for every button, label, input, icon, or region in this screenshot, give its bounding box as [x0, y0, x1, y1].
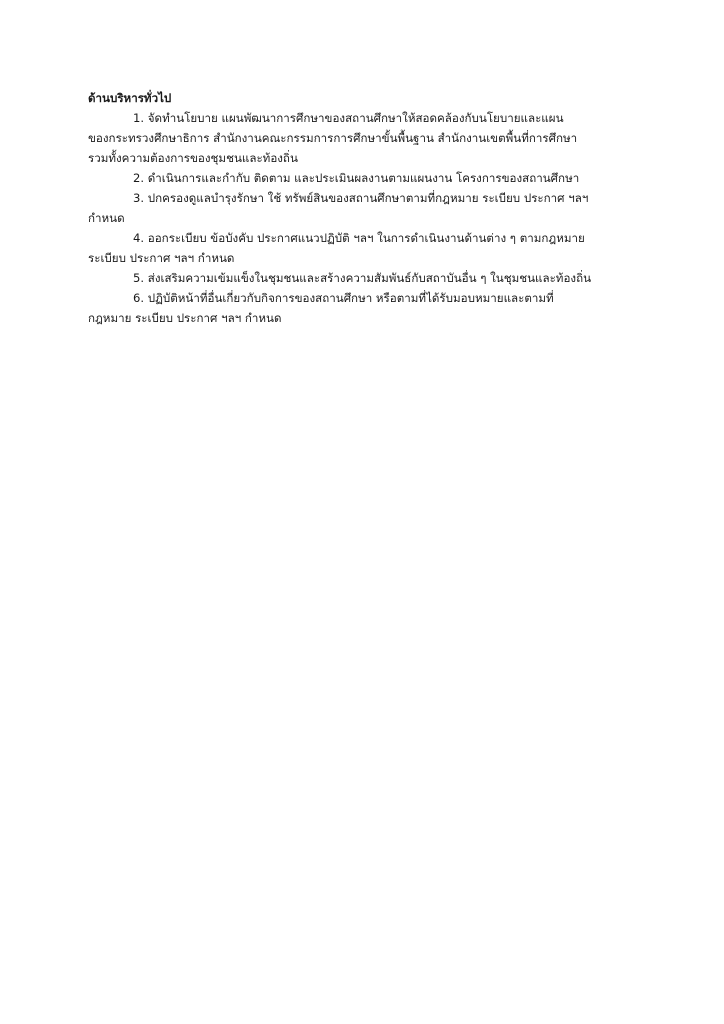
list-item-1	[88, 108, 644, 168]
list-item-line: 2. ดำเนินการและกำกับ ติดตาม และประเมินผลงานตามแผนงาน โครงการของสถานศึกษา	[133, 171, 580, 185]
list-item-line: กำหนด	[88, 211, 125, 225]
document-body	[88, 88, 644, 328]
list-item-line: 3. ปกครองดูแลบำรุงรักษา ใช้ ทรัพย์สินของสถานศึกษาตามที่กฎหมาย ระเบียบ ประกาศ ฯลฯ	[133, 191, 589, 205]
list-item-5	[88, 268, 644, 288]
list-item-line: ระเบียบ ประกาศ ฯลฯ กำหนด	[88, 251, 235, 265]
list-item-4	[88, 228, 644, 268]
list-item-line: รวมทั้งความต้องการของชุมชนและท้องถิ่น	[88, 151, 298, 165]
list-item-line: 6. ปฏิบัติหน้าที่อื่นเกี่ยวกับกิจการของสถานศึกษา หรือตามที่ได้รับมอบหมายและตามที่	[133, 291, 554, 305]
section-heading: ด้านบริหารทั่วไป	[88, 91, 172, 105]
list-item-line: 1. จัดทำนโยบาย แผนพัฒนาการศึกษาของสถานศึกษาให้สอดคล้องกับนโยบายและแผน	[133, 111, 564, 125]
list-item-line: ของกระทรวงศึกษาธิการ สำนักงานคณะกรรมการการศึกษาขั้นพื้นฐาน สำนักงานเขตพื้นที่การศึกษา	[88, 131, 578, 145]
list-item-line: 5. ส่งเสริมความเข้มแข็งในชุมชนและสร้างความสัมพันธ์กับสถาบันอื่น ๆ ในชุมชนและท้องถิ่น	[133, 271, 592, 285]
list-item-3	[88, 188, 644, 228]
list-item-2	[88, 168, 644, 188]
list-item-line: 4. ออกระเบียบ ข้อบังคับ ประกาศแนวปฏิบัติ ฯลฯ ในการดำเนินงานด้านต่าง ๆ ตามกฎหมาย	[133, 231, 585, 245]
list-item-6	[88, 288, 644, 328]
list-item-line: กฎหมาย ระเบียบ ประกาศ ฯลฯ กำหนด	[88, 311, 282, 325]
